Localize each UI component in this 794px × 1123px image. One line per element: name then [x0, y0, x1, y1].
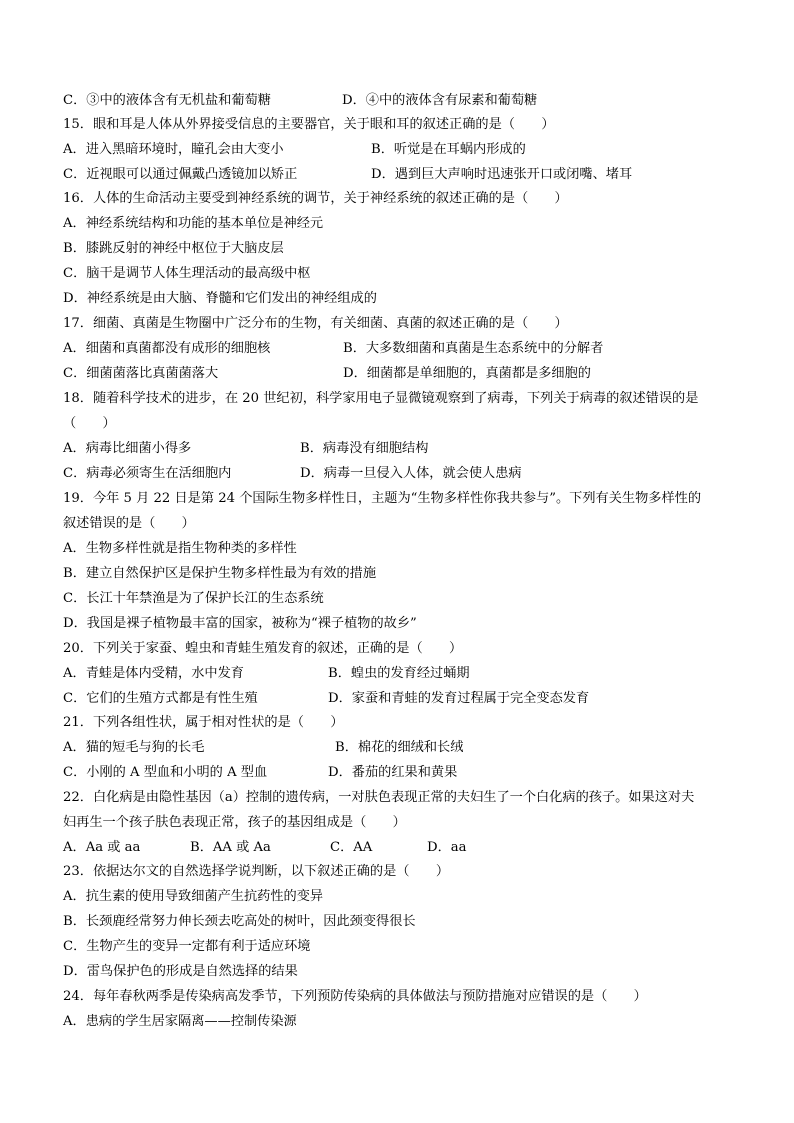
- q19-option-a: A．生物多样性就是指生物种类的多样性: [63, 541, 297, 556]
- q20-option-d: D．家蚕和青蛙的发育过程属于完全变态发育: [328, 691, 590, 706]
- q23-option-d: D．雷鸟保护色的形成是自然选择的结果: [63, 964, 298, 979]
- q23-option-b: B．长颈鹿经常努力伸长颈去吃高处的树叶，因此颈变得很长: [63, 914, 416, 929]
- q19-option-c: C．长江十年禁渔是为了保护长江的生态系统: [63, 591, 324, 606]
- q22-option-a: A．Aa 或 aa: [63, 840, 141, 855]
- question-23: 23．依据达尔文的自然选择学说判断，以下叙述正确的是（ ）: [63, 864, 450, 879]
- q18-option-a: A．病毒比细菌小得多: [63, 441, 192, 456]
- q23-option-a: A．抗生素的使用导致细菌产生抗药性的变异: [63, 889, 324, 904]
- q17-option-a: A．细菌和真菌都没有成形的细胞核: [63, 341, 271, 356]
- q21-option-c: C．小刚的 A 型血和小明的 A 型血: [63, 765, 268, 780]
- q15-option-c: C．近视眼可以通过佩戴凸透镜加以矫正: [63, 167, 298, 182]
- question-15: 15．眼和耳是人体从外界接受信息的主要器官，关于眼和耳的叙述正确的是（ ）: [63, 117, 555, 132]
- q18-option-c: C．病毒必须寄生在活细胞内: [63, 466, 232, 481]
- q19-option-b: B．建立自然保护区是保护生物多样性最为有效的措施: [63, 566, 377, 581]
- q15-option-a: A．进入黑暗环境时，瞳孔会由大变小: [63, 142, 284, 157]
- question-17: 17．细菌、真菌是生物圈中广泛分布的生物，有关细菌、真菌的叙述正确的是（ ）: [63, 316, 568, 331]
- question-22-cont: 妇再生一个孩子肤色表现正常，孩子的基因组成是（ ）: [63, 815, 406, 830]
- q22-option-c: C．AA: [330, 840, 373, 855]
- q15-option-b: B．听觉是在耳蜗内形成的: [371, 142, 526, 157]
- q23-option-c: C．生物产生的变异一定都有利于适应环境: [63, 939, 311, 954]
- q17-option-b: B．大多数细菌和真菌是生态系统中的分解者: [343, 341, 604, 356]
- question-18-cont: （ ）: [63, 416, 116, 431]
- q22-option-d: D．aa: [427, 840, 467, 855]
- q21-option-a: A．猫的短毛与狗的长毛: [63, 740, 205, 755]
- q21-option-d: D．番茄的红果和黄果: [328, 765, 458, 780]
- q20-option-a: A．青蛙是体内受精，水中发育: [63, 666, 244, 681]
- q20-option-c: C．它们的生殖方式都是有性生殖: [63, 691, 258, 706]
- q16-option-d: D．神经系统是由大脑、脊髓和它们发出的神经组成的: [63, 291, 377, 306]
- q20-option-b: B．蝗虫的发育经过蛹期: [328, 666, 470, 681]
- q18-option-b: B．病毒没有细胞结构: [300, 441, 429, 456]
- question-19-cont: 叙述错误的是（ ）: [63, 516, 195, 531]
- q17-option-d: D．细菌都是单细胞的，真菌都是多细胞的: [343, 366, 591, 381]
- question-19: 19．今年 5 月 22 日是第 24 个国际生物多样性日，主题为“生物多样性你我共参与”。下列有关生物多样性的: [63, 491, 702, 506]
- option-d-14: D．④中的液体含有尿素和葡萄糖: [342, 93, 538, 108]
- question-20: 20．下列关于家蚕、蝗虫和青蛙生殖发育的叙述，正确的是（ ）: [63, 641, 463, 656]
- q17-option-c: C．细菌菌落比真菌菌落大: [63, 366, 219, 381]
- question-22: 22．白化病是由隐性基因（a）控制的遗传病，一对肤色表现正常的夫妇生了一个白化病的孩子。如果这对夫: [63, 790, 695, 805]
- question-21: 21．下列各组性状，属于相对性状的是（ ）: [63, 715, 344, 730]
- question-18: 18．随着科学技术的进步，在 20 世纪初，科学家用电子显微镜观察到了病毒，下列关于病毒的叙述错误的是: [63, 391, 699, 406]
- question-16: 16．人体的生命活动主要受到神经系统的调节，关于神经系统的叙述正确的是（ ）: [63, 191, 568, 206]
- q16-option-a: A．神经系统结构和功能的基本单位是神经元: [63, 216, 324, 231]
- q21-option-b: B．棉花的细绒和长绒: [335, 740, 464, 755]
- q18-option-d: D．病毒一旦侵入人体，就会使人患病: [300, 466, 522, 481]
- q16-option-b: B．膝跳反射的神经中枢位于大脑皮层: [63, 241, 284, 256]
- q15-option-d: D．遇到巨大声响时迅速张开口或闭嘴、堵耳: [371, 167, 633, 182]
- q19-option-d: D．我国是裸子植物最丰富的国家，被称为“裸子植物的故乡”: [63, 616, 417, 631]
- q22-option-b: B．AA 或 Aa: [190, 840, 271, 855]
- line-1: C．③中的液体含有无机盐和葡萄糖: [63, 93, 271, 108]
- q24-option-a: A．患病的学生居家隔离——控制传染源: [63, 1014, 297, 1029]
- q16-option-c: C．脑干是调节人体生理活动的最高级中枢: [63, 266, 311, 281]
- question-24: 24．每年春秋两季是传染病高发季节，下列预防传染病的具体做法与预防措施对应错误的是（ ）: [63, 989, 647, 1004]
